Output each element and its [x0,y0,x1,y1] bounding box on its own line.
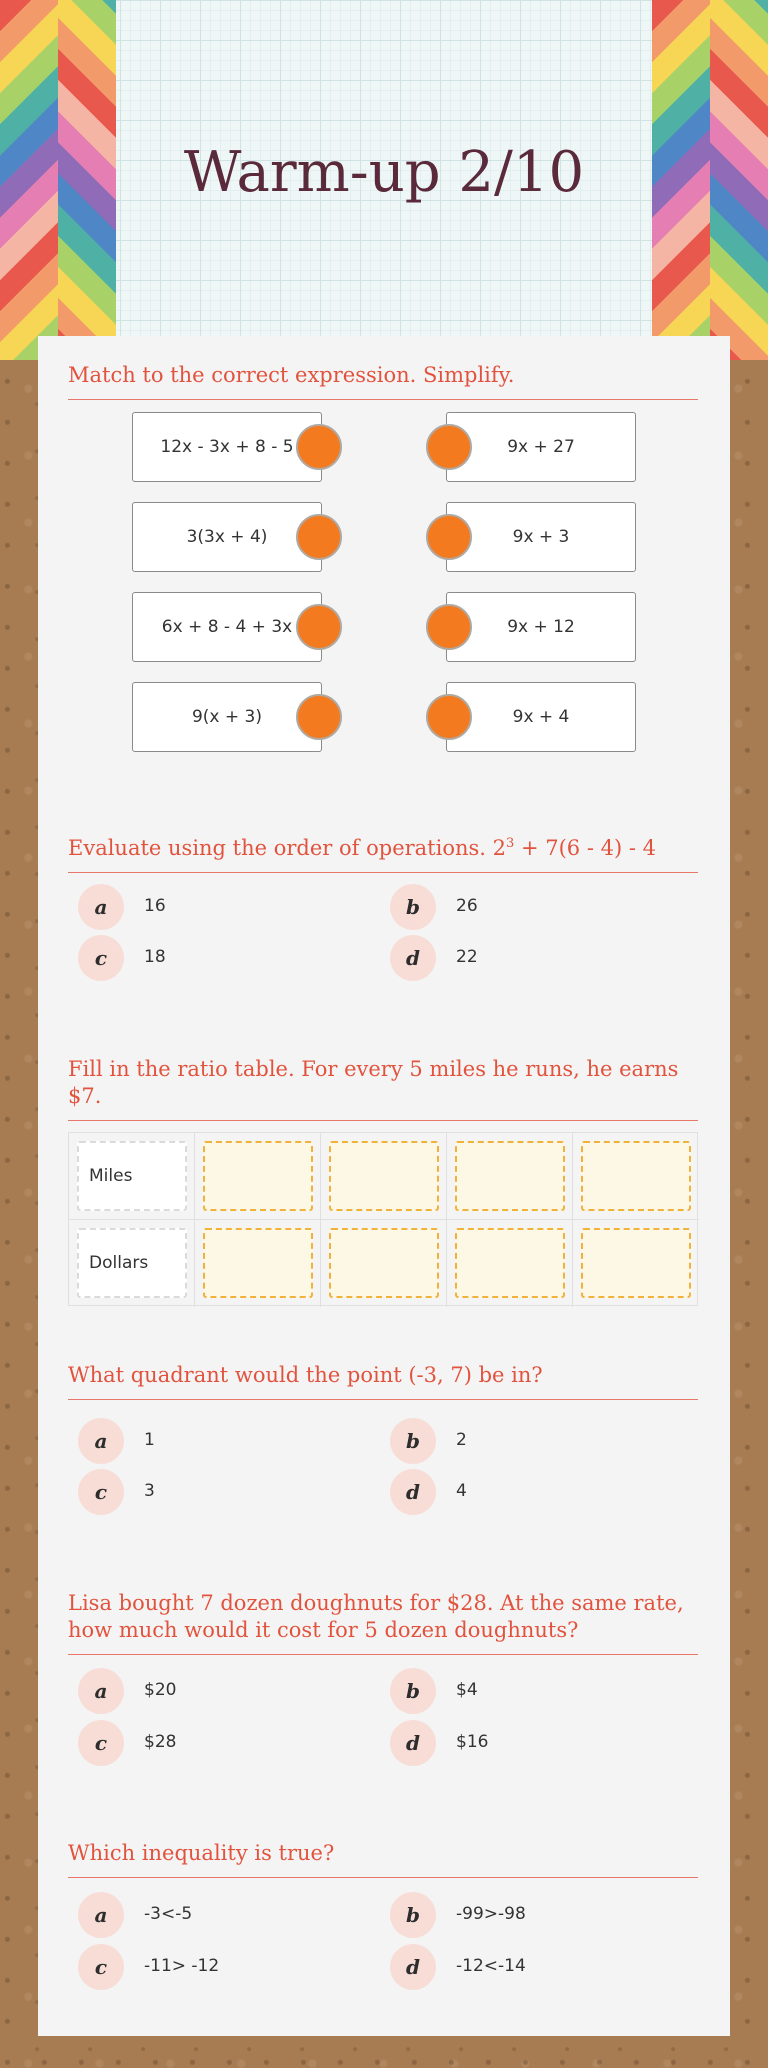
ratio-input[interactable] [581,1141,691,1211]
q4-option-d[interactable] [390,1469,690,1517]
question-2-title-suffix: + 7(6 - 4) - 4 [514,836,656,860]
q5-option-d[interactable] [390,1720,690,1768]
option-letter-badge: d [390,1469,436,1515]
option-text: 16 [144,896,166,916]
ratio-row-label: Dollars [77,1228,187,1298]
match-right-2[interactable]: 9x + 3 [446,502,636,572]
option-text: -3<-5 [144,1904,193,1924]
match-right-connector-3[interactable] [426,604,472,650]
ratio-cell [447,1220,573,1307]
ratio-cell [195,1220,321,1307]
ratio-input[interactable] [455,1228,565,1298]
match-left-1[interactable]: 12x - 3x + 8 - 5 [132,412,322,482]
page-title: Warm-up 2/10 [183,140,585,205]
match-right-1[interactable]: 9x + 27 [446,412,636,482]
q2-option-b[interactable] [390,884,690,932]
option-text: 1 [144,1430,155,1450]
option-text: $20 [144,1680,177,1700]
option-letter-badge: c [78,1469,124,1515]
option-letter-badge: c [78,935,124,981]
option-letter-badge: a [78,884,124,930]
match-left-connector-1[interactable] [296,424,342,470]
match-left-connector-3[interactable] [296,604,342,650]
match-left-2[interactable]: 3(3x + 4) [132,502,322,572]
option-text: -11> -12 [144,1956,220,1976]
match-right-connector-2[interactable] [426,514,472,560]
q6-option-c[interactable] [78,1944,378,1992]
ratio-cell [573,1220,699,1307]
option-letter-badge: d [390,1944,436,1990]
match-right-4[interactable]: 9x + 4 [446,682,636,752]
option-text: -99>-98 [456,1904,526,1924]
q2-option-d[interactable] [390,935,690,983]
ratio-row-dollars [69,1220,699,1307]
ratio-input[interactable] [203,1228,313,1298]
option-text: 22 [456,947,478,967]
match-left-4[interactable]: 9(x + 3) [132,682,322,752]
match-right-connector-1[interactable] [426,424,472,470]
ratio-row-miles [69,1133,699,1220]
q5-option-a[interactable] [78,1668,378,1716]
q5-option-c[interactable] [78,1720,378,1768]
option-text: $16 [456,1732,489,1752]
question-1-title: Match to the correct expression. Simplify. [68,362,698,400]
match-right-3[interactable]: 9x + 12 [446,592,636,662]
option-letter-badge: b [390,884,436,930]
ratio-cell [573,1133,699,1220]
option-text: 4 [456,1481,467,1501]
option-text: 3 [144,1481,155,1501]
question-3-title: Fill in the ratio table. For every 5 miles he runs, he earns $7. [68,1056,698,1121]
question-2-title-prefix: Evaluate using the order of operations. 2 [68,836,506,860]
option-letter-badge: c [78,1720,124,1766]
option-text: 18 [144,947,166,967]
question-2-exponent: 3 [506,836,515,851]
option-text: $28 [144,1732,177,1752]
q4-option-b[interactable] [390,1418,690,1466]
question-5-title: Lisa bought 7 dozen doughnuts for $28. At the same rate, how much would it cost for 5 dozen doughnuts? [68,1590,698,1655]
ratio-input[interactable] [203,1141,313,1211]
ratio-row-label: Miles [77,1141,187,1211]
q6-option-a[interactable] [78,1892,378,1940]
match-left-connector-4[interactable] [296,694,342,740]
option-letter-badge: b [390,1418,436,1464]
option-letter-badge: d [390,1720,436,1766]
q4-option-a[interactable] [78,1418,378,1466]
ratio-input[interactable] [581,1228,691,1298]
option-letter-badge: a [78,1892,124,1938]
q5-option-b[interactable] [390,1668,690,1716]
option-letter-badge: d [390,935,436,981]
question-6-title: Which inequality is true? [68,1840,698,1878]
q2-option-c[interactable] [78,935,378,983]
q2-option-a[interactable] [78,884,378,932]
ratio-cell [321,1133,447,1220]
question-2-title [68,830,698,873]
option-text: -12<-14 [456,1956,526,1976]
q6-option-b[interactable] [390,1892,690,1940]
ratio-label-cell [69,1220,195,1307]
ratio-table [68,1132,698,1306]
option-letter-badge: c [78,1944,124,1990]
ratio-cell [321,1220,447,1307]
option-letter-badge: a [78,1668,124,1714]
worksheet-card [38,336,730,2036]
q6-option-d[interactable] [390,1944,690,1992]
option-letter-badge: b [390,1668,436,1714]
ratio-input[interactable] [455,1141,565,1211]
chevron-pattern-left [0,0,116,360]
match-right-connector-4[interactable] [426,694,472,740]
worksheet-header [0,0,768,360]
ratio-input[interactable] [329,1228,439,1298]
ratio-cell [447,1133,573,1220]
option-letter-badge: a [78,1418,124,1464]
q4-option-c[interactable] [78,1469,378,1517]
ratio-label-cell [69,1133,195,1220]
option-text: 26 [456,896,478,916]
ratio-cell [195,1133,321,1220]
match-left-3[interactable]: 6x + 8 - 4 + 3x [132,592,322,662]
option-text: 2 [456,1430,467,1450]
option-text: $4 [456,1680,478,1700]
option-letter-badge: b [390,1892,436,1938]
match-left-connector-2[interactable] [296,514,342,560]
chevron-pattern-right [652,0,768,360]
question-4-title: What quadrant would the point (-3, 7) be in? [68,1362,698,1400]
ratio-input[interactable] [329,1141,439,1211]
